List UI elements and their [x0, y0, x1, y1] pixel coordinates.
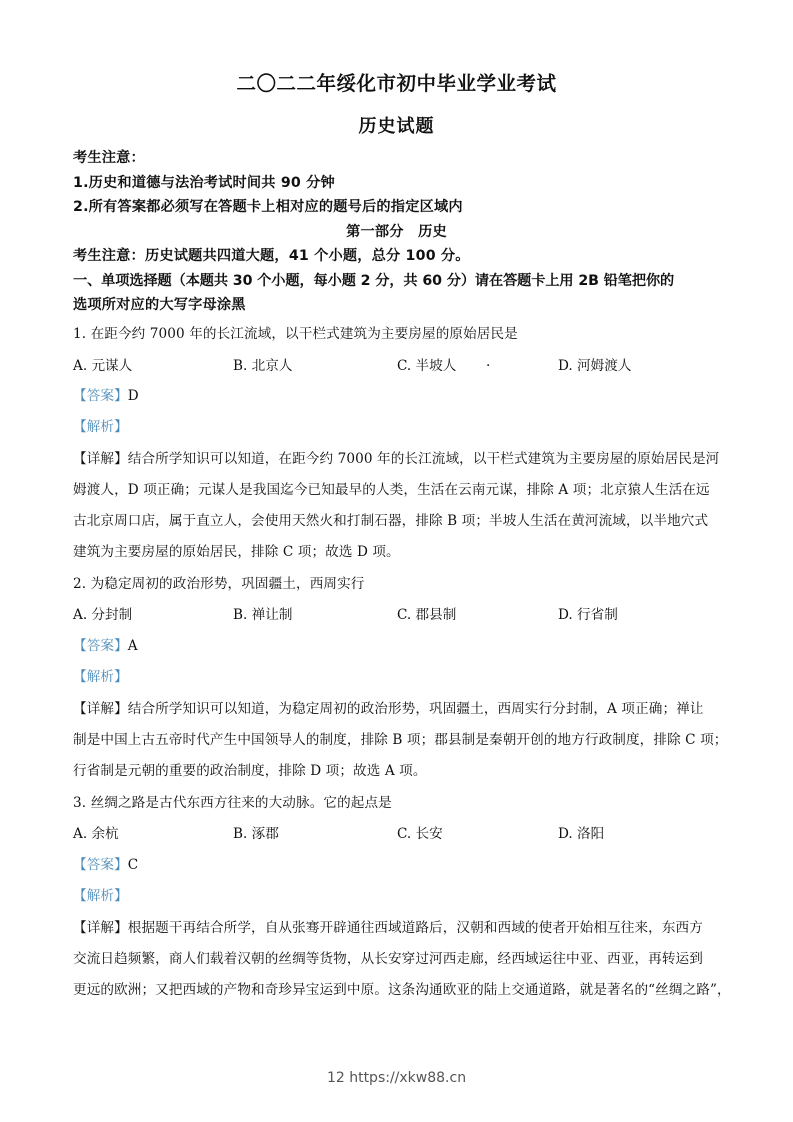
detail-text: 结合所学知识可以知道，在距今约 7000 年的长江流域，以干栏式建筑为主要房屋的原始居民是河 [127, 451, 720, 467]
notice-label: 考生注意： [73, 150, 145, 166]
question-stem: 1. 在距今约 7000 年的长江流域，以干栏式建筑为主要房屋的原始居民是 [73, 326, 518, 342]
section-heading-line2: 选项所对应的大写字母涂黑 [73, 297, 246, 313]
page-footer: 12 https://xkw88.cn [326, 1070, 467, 1086]
answer-line [73, 853, 138, 873]
option-c: C. 半坡人 [397, 358, 457, 374]
option-a: A. 分封制 [73, 607, 133, 623]
part-notice: 考生注意：历史试题共四道大题，41 个小题，总分 100 分。 [73, 248, 470, 264]
section-heading-line1: 一、单项选择题（本题共 30 个小题，每小题 2 分，共 60 分）请在答题卡上用 2B 铅笔把你的 [73, 273, 675, 289]
option-a: A. 元谋人 [73, 358, 133, 374]
question-stem: 2. 为稳定周初的政治形势，巩固疆土，西周实行 [73, 576, 365, 592]
detail-label: 【详解】 [73, 451, 128, 467]
answer-value: D [127, 388, 139, 404]
option-c: C. 郡县制 [397, 607, 457, 623]
answer-value: C [127, 857, 139, 873]
option-d: D. 洛阳 [558, 826, 605, 842]
analysis-label: 【解析】 [73, 888, 128, 904]
detail-line: 姆渡人，D 项正确；元谋人是我国迄今已知最早的人类，生活在云南元谋，排除 A 项；北京猿人生活在远 [73, 482, 710, 498]
detail-label: 【详解】 [73, 920, 128, 936]
analysis-label: 【解析】 [73, 419, 128, 435]
notice-item-2: 2.所有答案都必须写在答题卡上相对应的题号后的指定区域内 [73, 199, 463, 215]
detail-text: 结合所学知识可以知道，为稳定周初的政治形势，巩固疆土，西周实行分封制，A 项正确；禅让 [127, 701, 704, 717]
option-d: D. 行省制 [558, 607, 618, 623]
detail-line: 更远的欧洲；又把西域的产物和奇珍异宝运到中原。这条沟通欧亚的陆上交通道路，就是著名的“丝绸之路”， [73, 982, 731, 998]
detail-line: 建筑为主要房屋的原始居民，排除 C 项；故选 D 项。 [73, 544, 400, 560]
notice-item-1: 1.历史和道德与法治考试时间共 90 分钟 [73, 175, 335, 191]
answer-line [73, 634, 138, 654]
detail-line [73, 697, 704, 717]
detail-line: 制是中国上古五帝时代产生中国领导人的制度，排除 B 项；郡县制是秦朝开创的地方行政制度，排除 C 项； [73, 732, 728, 748]
option-b: B. 禅让制 [233, 607, 293, 623]
detail-line: 交流日趋频繁，商人们载着汉朝的丝绸等货物，从长安穿过河西走廊，经西域运往中亚、西亚，再转运到 [73, 951, 703, 967]
answer-label: 【答案】 [73, 857, 128, 873]
answer-line [73, 384, 139, 404]
detail-label: 【详解】 [73, 701, 128, 717]
question-stem: 3. 丝绸之路是古代东西方往来的大动脉。它的起点是 [73, 795, 392, 811]
option-b: B. 涿郡 [233, 826, 279, 842]
detail-line: 行省制是元朝的重要的政治制度，排除 D 项；故选 A 项。 [73, 763, 427, 779]
answer-label: 【答案】 [73, 388, 128, 404]
answer-label: 【答案】 [73, 638, 128, 654]
detail-line [73, 916, 703, 936]
part-title: 第一部分 历史 [346, 224, 447, 240]
option-b: B. 北京人 [233, 358, 293, 374]
option-c: C. 长安 [397, 826, 443, 842]
analysis-label: 【解析】 [73, 669, 128, 685]
exam-title: 二〇二二年绥化市初中毕业学业考试 [236, 72, 557, 95]
exam-subtitle: 历史试题 [358, 116, 435, 137]
answer-value: A [127, 638, 138, 654]
option-a: A. 余杭 [73, 826, 119, 842]
stray-mark: . [486, 354, 491, 370]
detail-line: 古北京周口店，属于直立人，会使用天然火和打制石器，排除 B 项；半坡人生活在黄河流域，以半地穴式 [73, 513, 709, 529]
detail-text: 根据题干再结合所学，自从张骞开辟通往西域道路后，汉朝和西域的使者开始相互往来，东西方 [127, 920, 703, 936]
detail-line [73, 447, 719, 467]
option-d: D. 河姆渡人 [558, 358, 632, 374]
